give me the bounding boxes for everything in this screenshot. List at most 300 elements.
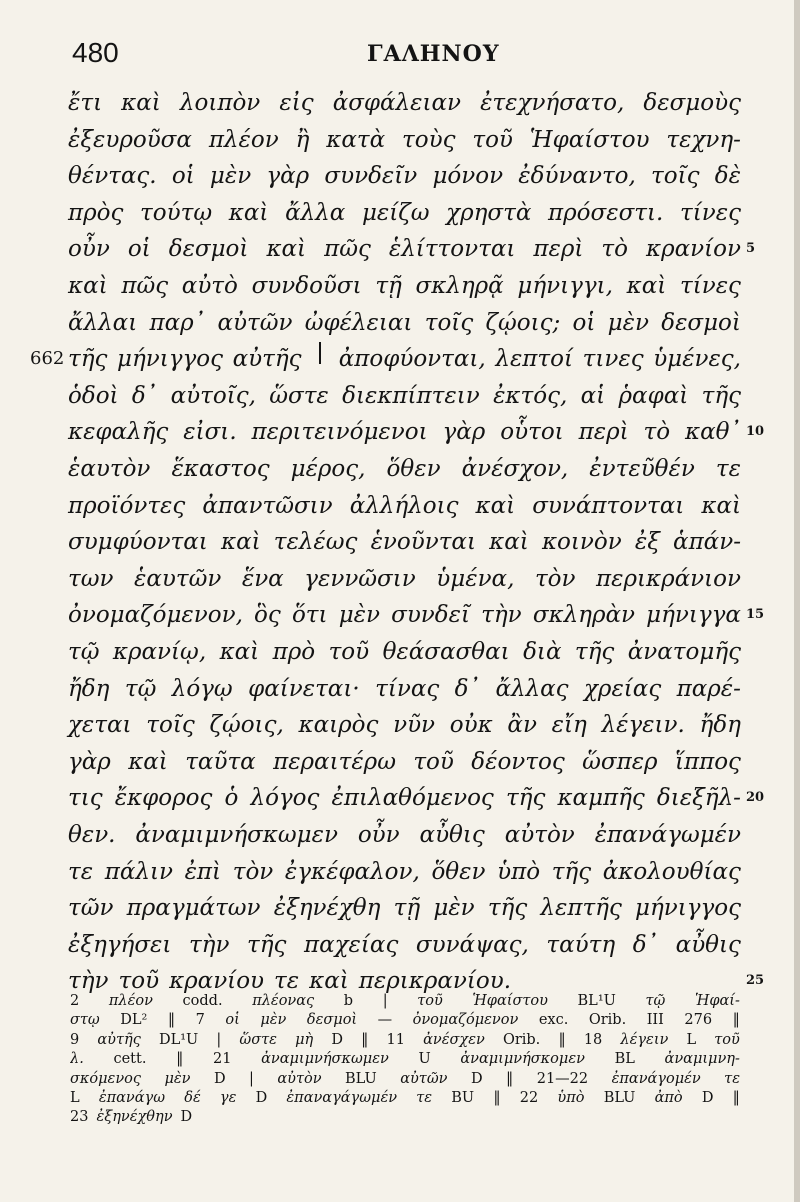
apparatus-token: αὐτὸν [277, 1070, 322, 1087]
word: τῆς [574, 639, 615, 665]
apparatus-token: αὐτῶν [400, 1070, 448, 1087]
word: ἑαυτῶν [134, 565, 222, 592]
word: ἀναμιμνήσκωμεν [135, 822, 338, 848]
word: τίνες [679, 273, 741, 299]
word: οἱ [127, 236, 151, 263]
word: ἢ [295, 126, 310, 153]
word: λοιπὸν [179, 90, 261, 116]
apparatus-token: | [216, 1031, 222, 1048]
apparatus-token: D [701, 1089, 714, 1106]
word: ἄλλα [285, 199, 346, 226]
critical-apparatus [70, 992, 740, 1128]
word: χεται [68, 712, 132, 739]
word: τὸν [534, 565, 576, 592]
word: αὐτοῖς, [170, 382, 256, 409]
word: ἔκφορος [114, 785, 213, 812]
word: μήνιγγος [117, 346, 223, 373]
apparatus-token: b [343, 993, 354, 1009]
word: τῷ [124, 675, 157, 702]
apparatus-token: Orib. [502, 1031, 541, 1048]
text-line [68, 598, 741, 632]
line-number: 5 [746, 241, 756, 257]
word: ἐξηγήσει [68, 931, 172, 958]
word: λόγῳ [171, 675, 233, 702]
apparatus-token: BLU [603, 1089, 636, 1106]
apparatus-token: δεσμοὶ [306, 1012, 358, 1029]
apparatus-token: ‖ [493, 1089, 501, 1106]
word: περὶ [533, 236, 584, 263]
word: τελέως [273, 529, 358, 556]
word: νῦν [393, 712, 436, 739]
word: προϊόντες [68, 492, 186, 519]
word: ἁπάν- [673, 529, 741, 556]
word: ταῦτα [185, 748, 256, 775]
apparatus-token: ‖ [361, 1031, 369, 1048]
word: ἄλλας [495, 675, 569, 702]
running-title: ΓΑΛΗΝΟΥ [367, 41, 500, 67]
word: ὅτι [291, 602, 328, 629]
text-line [68, 269, 741, 303]
word: δεσμοὶ [661, 309, 741, 336]
word: ἐξηνέχθη [273, 895, 381, 922]
word: τοῦ [413, 748, 454, 775]
apparatus-line [70, 1011, 740, 1030]
apparatus-token: μὲν [260, 1012, 287, 1029]
word: τοῖς [424, 309, 474, 336]
word: τοὺς [402, 126, 456, 153]
word: διεξῆλ- [656, 785, 741, 812]
apparatus-token: ὥστε [239, 1031, 277, 1048]
apparatus-token: πλέονας [252, 993, 315, 1009]
word: περιτεινόμενοι [251, 419, 428, 446]
word: ὅθεν [431, 858, 486, 885]
apparatus-token: D [213, 1070, 226, 1087]
word: καὶ [475, 492, 516, 519]
apparatus-token: ἐπανάγω [98, 1089, 166, 1106]
word: ὠφέλειαι [304, 309, 413, 336]
word: ἀκολουθίας [602, 858, 741, 885]
word: συνδοῦσι [251, 273, 362, 299]
word: ἤδη [699, 712, 741, 739]
apparatus-token: 2 [70, 993, 80, 1009]
word: οἱ [572, 309, 596, 336]
word: ὑμένες, [653, 346, 741, 373]
apparatus-token: 22 [519, 1089, 539, 1106]
word: καὶ [121, 90, 161, 116]
word: τῆς [505, 785, 546, 812]
word: Ἡφαίστου [529, 126, 650, 153]
word: μὲν [338, 602, 380, 629]
apparatus-token: Orib. [588, 1012, 627, 1029]
word: καὶ [128, 748, 168, 775]
text-line [68, 452, 741, 486]
word: καὶ [68, 273, 108, 299]
word: δ᾽ [131, 382, 158, 409]
word: ῥαφαὶ [618, 382, 689, 409]
text-line [68, 672, 741, 706]
apparatus-token: ‖ [167, 1012, 176, 1029]
word: τινες [582, 346, 644, 373]
word: ζῴοις, [209, 712, 284, 739]
page-number: 480 [72, 37, 119, 68]
apparatus-token: | [249, 1070, 254, 1087]
word: μὲν [433, 895, 475, 922]
word: ἑλίττονται [388, 236, 516, 263]
word: περὶ [578, 419, 629, 446]
apparatus-line [70, 1031, 740, 1050]
word: αὐτῆς [232, 346, 302, 373]
word: τὴν [68, 968, 109, 995]
word: τὸ [601, 236, 628, 263]
apparatus-token: 21 [213, 1051, 232, 1068]
word: τε [274, 968, 300, 995]
word: τίνας [375, 675, 440, 702]
apparatus-token: τε [416, 1089, 433, 1106]
apparatus-token: ἐξηνέχθην [96, 1109, 173, 1126]
word: τοῦ [472, 126, 513, 153]
word: πάλιν [104, 858, 173, 885]
word: μείζω [361, 199, 430, 226]
word: τὸ [643, 419, 671, 446]
word: τὴν [188, 931, 230, 958]
apparatus-token: ἐπανάγομέν [611, 1070, 701, 1087]
word: τῆς [68, 346, 108, 373]
text-line [68, 196, 741, 230]
line-number: 10 [746, 424, 765, 440]
text-line [68, 489, 741, 523]
apparatus-token: ὑπὸ [557, 1089, 585, 1106]
word: ἀνέσχον, [461, 456, 569, 482]
apparatus-token: μὲν [164, 1070, 191, 1087]
word: καὶ [228, 199, 269, 226]
apparatus-token: πλέον [108, 993, 153, 1009]
apparatus-token: 7 [195, 1012, 205, 1029]
apparatus-token: D [255, 1089, 268, 1106]
apparatus-token: D [470, 1070, 483, 1087]
word: ἀποφύονται, [338, 346, 486, 373]
apparatus-token: τοῦ [714, 1031, 740, 1048]
word: οὖν [68, 236, 110, 263]
apparatus-token: 18 [583, 1031, 603, 1048]
apparatus-token: λέγειν [620, 1031, 669, 1048]
word: ἐπὶ [184, 858, 222, 885]
apparatus-token: ‖ [732, 1012, 740, 1029]
word: τῆς [487, 895, 528, 922]
apparatus-token: ἀναμιμνήσκομεν [460, 1051, 585, 1068]
text-line [68, 123, 741, 157]
word: δεσμοὺς [643, 90, 741, 116]
apparatus-token: BL¹U [577, 993, 616, 1009]
word: λέγειν. [601, 712, 685, 739]
apparatus-token: | [382, 993, 388, 1009]
text-line [68, 342, 741, 376]
word: τὸν [232, 858, 274, 885]
word: τῷ [68, 639, 100, 665]
word: τοῦ [118, 968, 160, 995]
word: αὐτὸ [181, 273, 238, 299]
word: συνδεῖ [391, 602, 470, 629]
word: ἑνοῦνται [370, 529, 476, 556]
apparatus-token: στῳ [70, 1012, 100, 1029]
text-line [68, 232, 741, 266]
text-line [68, 525, 741, 559]
apparatus-token: ὀνομαζόμενον [412, 1012, 519, 1029]
word: περικράνιον [596, 565, 741, 592]
text-line [68, 635, 741, 669]
apparatus-token: οἱ [225, 1012, 240, 1029]
apparatus-token: ἀπὸ [654, 1089, 683, 1106]
text-line [68, 415, 741, 449]
apparatus-token: Ἡφαί- [694, 993, 740, 1009]
word: αὐτὸν [504, 822, 575, 848]
word: τῆς [701, 382, 741, 409]
apparatus-token: ἐπαναγάγωμέν [286, 1089, 398, 1106]
word: αἱ [580, 382, 606, 409]
word: ὥσπερ [582, 748, 658, 775]
word: τίνες [680, 199, 741, 226]
word: τεχνη- [666, 126, 741, 153]
word: τε [715, 456, 741, 482]
apparatus-token: exc. [538, 1012, 569, 1029]
word: κρανίου [169, 968, 265, 995]
word: τοῦ [328, 639, 370, 665]
word: τις [68, 785, 103, 812]
word: ἔτι [68, 90, 103, 116]
apparatus-token: αὐτῆς [97, 1031, 141, 1048]
word: τοῖς [146, 712, 195, 739]
word: λεπτῆς [540, 895, 622, 922]
apparatus-token: τῷ [645, 993, 666, 1009]
word: εἰσι. [183, 419, 237, 446]
word: δ᾽ [632, 931, 659, 958]
word: τε [68, 858, 94, 885]
word: δεσμοὶ [168, 236, 249, 263]
word: μέρος, [290, 456, 366, 482]
word: ἕκαστος [171, 456, 270, 482]
word: ὅθεν [386, 456, 441, 482]
word: ὑμένα, [436, 565, 515, 592]
text-line [68, 306, 741, 340]
text-line [68, 855, 741, 889]
word: ἀλλήλοις [349, 492, 459, 519]
apparatus-token: 11 [386, 1031, 405, 1048]
word: ἐτεχνήσατο, [480, 90, 625, 116]
page-break-mark [319, 342, 321, 364]
word: σκληρᾷ [415, 273, 504, 299]
apparatus-line [70, 992, 740, 1011]
word: γὰρ [68, 748, 111, 775]
text-line [68, 781, 741, 815]
word: πρόσεστι. [548, 199, 664, 226]
word: γὰρ [266, 163, 310, 190]
text-line [68, 818, 741, 852]
word: θέντας. [68, 163, 157, 190]
word: οὐκ [449, 712, 493, 739]
word: ἵππος [674, 748, 741, 775]
apparatus-token: 9 [70, 1031, 80, 1048]
word: παρ᾽ [149, 309, 206, 336]
word: αὖθις [419, 822, 485, 848]
word: των [68, 565, 114, 592]
word: καὶ [219, 639, 260, 665]
word: ὁ [224, 785, 239, 812]
word: ὀνομαζόμενον, [68, 602, 243, 629]
word: εἴη [551, 712, 587, 739]
apparatus-token: τοῦ [417, 993, 443, 1009]
word: ἐξευροῦσα [68, 126, 192, 153]
line-number: 20 [746, 790, 765, 806]
word: ὃς [254, 602, 281, 629]
word: πῶς [121, 273, 169, 299]
word: ἂν [507, 712, 537, 739]
text-line [68, 159, 741, 193]
apparatus-token: Ἡφαίστου [472, 993, 548, 1009]
apparatus-token: D [331, 1031, 343, 1048]
word: λεπτοί [495, 346, 573, 373]
word: σκληρὰν [532, 602, 635, 629]
word: παρέ- [676, 675, 741, 702]
text-line [68, 745, 741, 779]
word: θεν. [68, 822, 116, 848]
word: ἐδύναντο, [518, 163, 636, 190]
word: δὲ [714, 163, 741, 190]
apparatus-token: τε [724, 1070, 740, 1087]
word: ζῴοις; [485, 309, 561, 336]
apparatus-token: L [686, 1031, 697, 1048]
word: τοῖς [651, 163, 700, 190]
margin-page-reference: 662 [30, 348, 65, 370]
word: συνάπτονται [532, 492, 685, 519]
word: τὴν [481, 602, 522, 629]
apparatus-token: codd. [182, 993, 223, 1009]
word: διεκπίπτειν [342, 382, 480, 409]
word: καὶ [489, 529, 529, 556]
word: καὶ [266, 236, 307, 263]
word: αὐτῶν [217, 309, 293, 336]
word: δέοντος [471, 748, 565, 775]
word: αὖθις [675, 931, 741, 958]
apparatus-token: ἀνέσχεν [423, 1031, 485, 1048]
page-header [72, 35, 752, 75]
word: εἰς [279, 90, 314, 116]
word: καὶ [626, 273, 667, 299]
word: μόνον [432, 163, 504, 190]
apparatus-line [70, 1050, 740, 1069]
apparatus-token: DL¹U [158, 1031, 199, 1048]
word: πῶς [324, 236, 371, 263]
apparatus-token: D [180, 1109, 193, 1126]
word: κεφαλῆς [68, 419, 169, 446]
word: θεάσασθαι [382, 639, 510, 665]
word: ἐκτός, [493, 382, 568, 409]
apparatus-token: 23 [70, 1109, 89, 1126]
word: οὖν [357, 822, 400, 848]
word: ἐντεῦθέν [589, 456, 695, 482]
apparatus-token: ‖ [176, 1051, 184, 1068]
apparatus-token: ‖ [558, 1031, 566, 1048]
apparatus-token: DL² [120, 1012, 148, 1029]
text-line [68, 562, 741, 596]
apparatus-line [70, 1070, 740, 1089]
line-number: 15 [746, 607, 765, 623]
word: ἑαυτὸν [68, 456, 151, 482]
text-line [68, 379, 741, 413]
apparatus-token: μὴ [295, 1031, 314, 1048]
apparatus-line [70, 1089, 740, 1108]
apparatus-token: 276 [684, 1012, 713, 1029]
word: ὑπὸ [497, 858, 541, 885]
word: ἀνατομῆς [627, 639, 741, 665]
word: ἐπανάγωμέν [594, 822, 741, 848]
word: πρὸς [68, 199, 124, 226]
word: μὲν [209, 163, 252, 190]
word: οὗτοι [500, 419, 564, 446]
word: μήνιγγος [635, 895, 741, 922]
word: τῆς [551, 858, 592, 885]
apparatus-token: σκόμενος [70, 1070, 142, 1087]
word: ἐξ [634, 529, 660, 556]
word: δ᾽ [454, 675, 481, 702]
word: χρηστὰ [446, 199, 532, 226]
word: μὲν [607, 309, 649, 336]
word: περικρανίου. [358, 968, 512, 995]
word: καὶ [701, 492, 741, 519]
apparatus-token: U [418, 1051, 431, 1068]
word: συνάψας, [415, 931, 529, 958]
word: λόγος [250, 785, 320, 812]
word: γεννῶσιν [304, 565, 416, 592]
word: παχείας [303, 931, 399, 958]
word: καμπῆς [557, 785, 645, 812]
text-line [68, 928, 741, 962]
word: κοινὸν [541, 529, 622, 556]
text-line [68, 708, 741, 742]
word: καὶ [220, 529, 261, 556]
word: πραγμάτων [126, 895, 261, 922]
apparatus-token: 21—22 [536, 1070, 589, 1087]
word: ἐγκέφαλον, [284, 858, 420, 885]
apparatus-token: BL [614, 1051, 635, 1068]
apparatus-token: ἀναμιμνη- [664, 1051, 740, 1068]
word: τούτῳ [140, 199, 213, 226]
word: τῆς [247, 931, 287, 958]
word: καθ᾽ [685, 419, 741, 446]
apparatus-token: ‖ [732, 1089, 740, 1106]
word: ταύτη [546, 931, 616, 958]
word: συμφύονται [68, 529, 208, 556]
word: κρανίον [646, 236, 741, 263]
word: περαιτέρω [273, 748, 396, 775]
word: διὰ [523, 639, 562, 665]
word: ἀπαντῶσιν [202, 492, 333, 519]
word: πλέον [208, 126, 279, 153]
word: τῇ [393, 895, 421, 922]
word: ἐπιλαθόμενος [331, 785, 494, 812]
word: ἄλλαι [68, 309, 138, 336]
apparatus-token: III [646, 1012, 664, 1029]
word: τῇ [375, 273, 402, 299]
apparatus-token: ἀναμιμνήσκωμεν [261, 1051, 389, 1068]
apparatus-token: δέ [184, 1089, 201, 1106]
apparatus-token: cett. [113, 1051, 147, 1068]
word: ἀσφάλειαν [332, 90, 462, 116]
word: ἤδη [68, 675, 110, 702]
word: ἕνα [241, 565, 284, 592]
apparatus-token: — [377, 1012, 393, 1029]
word: τῶν [68, 895, 114, 922]
apparatus-token: λ. [70, 1051, 84, 1068]
line-number: 25 [746, 973, 765, 989]
